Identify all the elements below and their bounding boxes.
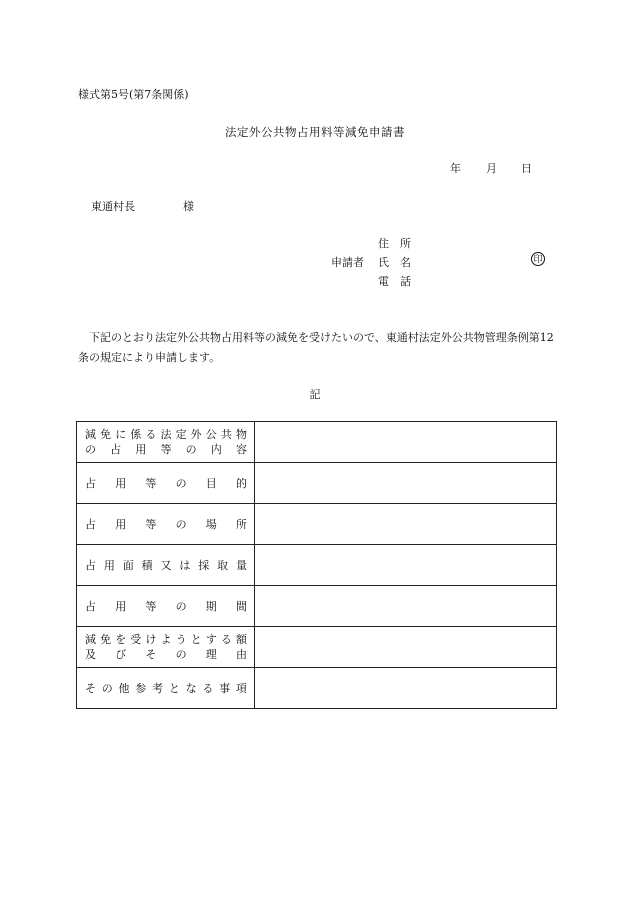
row-label xyxy=(77,627,255,668)
label-char: 公 xyxy=(205,428,217,441)
label-char: 面 xyxy=(122,559,134,572)
seal-mark: 印 xyxy=(531,252,545,266)
label-char: 内 xyxy=(210,443,222,456)
label-char: 及 xyxy=(85,648,96,661)
label-char: る xyxy=(202,682,214,695)
label-char: 占 xyxy=(85,559,96,572)
label-char: 量 xyxy=(236,559,247,572)
label-char: 減 xyxy=(85,428,96,441)
label-char: 考 xyxy=(152,682,164,695)
document-title: 法定外公共物占用料等減免申請書 xyxy=(225,125,405,139)
label-char: 減 xyxy=(85,633,96,646)
table-row xyxy=(77,422,557,463)
label-char: の xyxy=(101,682,113,695)
label-char: の xyxy=(185,443,197,456)
table-row xyxy=(77,586,557,627)
label-char: そ xyxy=(85,682,96,695)
label-char: 占 xyxy=(110,443,122,456)
label-char: の xyxy=(175,600,187,613)
label-char: 期 xyxy=(205,600,217,613)
label-char: け xyxy=(145,633,157,646)
label-char: な xyxy=(185,682,197,695)
label-char: と xyxy=(190,633,202,646)
row-value-field[interactable] xyxy=(255,586,557,627)
label-char: 免 xyxy=(100,633,112,646)
label-char: 占 xyxy=(85,477,96,490)
applicant-role: 申請者 xyxy=(331,256,364,269)
label-char: す xyxy=(205,633,217,646)
label-char: る xyxy=(220,633,232,646)
label-char: そ xyxy=(145,648,157,661)
row-label xyxy=(77,463,255,504)
row-label xyxy=(77,504,255,545)
label-char: 係 xyxy=(130,428,142,441)
label-char: 由 xyxy=(235,648,247,661)
label-char: 参 xyxy=(135,682,147,695)
label-char: 占 xyxy=(85,600,96,613)
label-char: 所 xyxy=(235,518,247,531)
label-char: 採 xyxy=(198,559,210,572)
date-month-label: 月 xyxy=(486,162,497,175)
label-char: よ xyxy=(160,633,172,646)
row-label xyxy=(77,586,255,627)
label-char: は xyxy=(179,559,191,572)
table-row xyxy=(77,627,557,668)
row-value-field[interactable] xyxy=(255,422,557,463)
label-char: 間 xyxy=(235,600,247,613)
row-value-field[interactable] xyxy=(255,545,557,586)
label-char: の xyxy=(175,477,187,490)
row-value-field[interactable] xyxy=(255,504,557,545)
form-number: 様式第5号(第7条関係) xyxy=(78,88,189,101)
label-char: を xyxy=(115,633,127,646)
row-value-field[interactable] xyxy=(255,627,557,668)
label-char: 等 xyxy=(145,477,157,490)
label-char: 項 xyxy=(235,682,247,695)
label-char: 物 xyxy=(235,428,247,441)
application-items-table xyxy=(76,421,557,709)
row-label xyxy=(77,422,255,463)
label-char: に xyxy=(115,428,127,441)
label-char: の xyxy=(85,443,96,456)
label-char: 等 xyxy=(145,600,157,613)
row-value-field[interactable] xyxy=(255,668,557,709)
label-char: 定 xyxy=(175,428,187,441)
ki-heading: 記 xyxy=(309,388,321,401)
label-char: 場 xyxy=(205,518,217,531)
address-label: 住所 xyxy=(378,237,422,250)
label-char: 法 xyxy=(160,428,172,441)
label-char: 容 xyxy=(235,443,247,456)
label-char: び xyxy=(115,648,127,661)
label-char: 理 xyxy=(205,648,217,661)
table-row xyxy=(77,668,557,709)
label-char: と xyxy=(168,682,180,695)
label-char: 的 xyxy=(235,477,247,490)
label-char: の xyxy=(175,518,187,531)
label-char: 事 xyxy=(219,682,231,695)
label-char: 受 xyxy=(130,633,142,646)
label-char: 用 xyxy=(103,559,115,572)
label-char: 占 xyxy=(85,518,96,531)
label-char: 用 xyxy=(115,518,127,531)
label-char: 他 xyxy=(118,682,130,695)
name-label: 氏名 xyxy=(378,256,422,269)
date-year-label: 年 xyxy=(450,162,461,175)
label-char: 外 xyxy=(190,428,202,441)
date-day-label: 日 xyxy=(521,162,532,175)
addressee-honorific: 様 xyxy=(183,200,194,213)
addressee-name: 東通村長 xyxy=(91,200,135,213)
label-char: う xyxy=(175,633,187,646)
label-char: 取 xyxy=(217,559,229,572)
table-row xyxy=(77,504,557,545)
label-char: 共 xyxy=(220,428,232,441)
label-char: 等 xyxy=(145,518,157,531)
application-statement: 下記のとおり法定外公共物占用料等の減免を受けたいので、東通村法定外公共物管理条例第12条の規定により申請します。 xyxy=(78,331,554,364)
label-char: 用 xyxy=(115,600,127,613)
label-char: 用 xyxy=(115,477,127,490)
row-label xyxy=(77,545,255,586)
label-char: る xyxy=(145,428,157,441)
table-row xyxy=(77,545,557,586)
row-value-field[interactable] xyxy=(255,463,557,504)
label-char: 免 xyxy=(100,428,112,441)
label-char: 積 xyxy=(141,559,153,572)
label-char: 額 xyxy=(235,633,247,646)
phone-label: 電話 xyxy=(378,275,422,288)
table-row xyxy=(77,463,557,504)
row-label xyxy=(77,668,255,709)
label-char: 目 xyxy=(205,477,217,490)
label-char: 又 xyxy=(160,559,172,572)
label-char: 等 xyxy=(160,443,172,456)
label-char: 用 xyxy=(135,443,147,456)
label-char: の xyxy=(175,648,187,661)
